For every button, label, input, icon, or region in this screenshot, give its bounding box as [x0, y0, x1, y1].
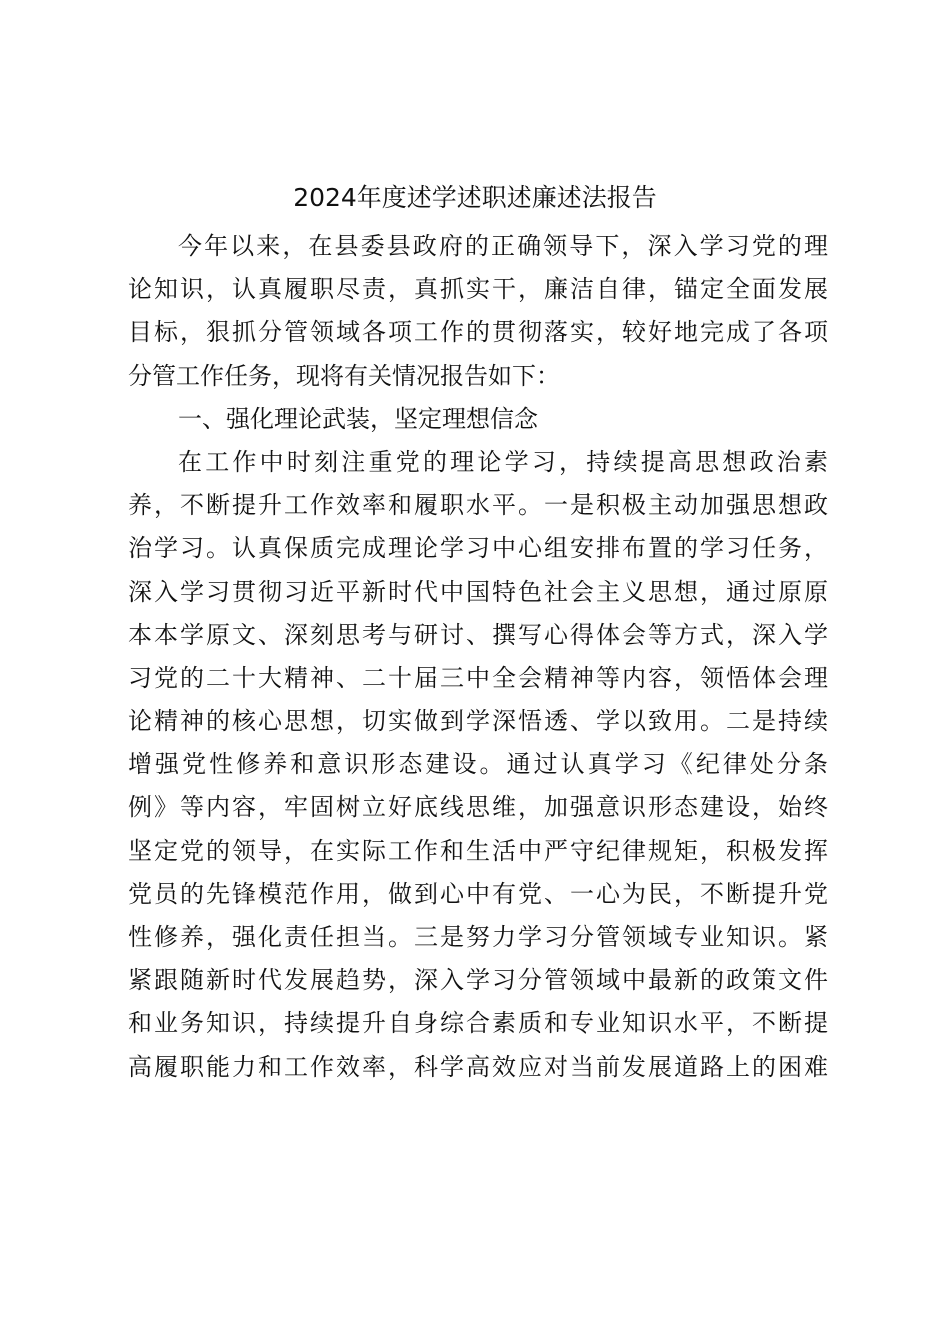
- paragraph-line: 治学习。认真保质完成理论学习中心组安排布置的学习任务，: [128, 534, 828, 563]
- paragraph-line: 目标，狠抓分管领域各项工作的贯彻落实，较好地完成了各项: [128, 318, 828, 347]
- paragraph-line: 深入学习贯彻习近平新时代中国特色社会主义思想，通过原原: [128, 577, 828, 606]
- document-body: [128, 225, 828, 1089]
- paragraph-line: 本本学原文、深刻思考与研讨、撰写心得体会等方式，深入学: [128, 620, 828, 649]
- paragraph-line: 增强党性修养和意识形态建设。通过认真学习《纪律处分条: [128, 750, 828, 779]
- paragraph-line: 和业务知识，持续提升自身综合素质和专业知识水平，不断提: [128, 1009, 828, 1038]
- paragraph-line: 党员的先锋模范作用，做到心中有党、一心为民，不断提升党: [128, 879, 828, 908]
- paragraph-line: 论知识，认真履职尽责，真抓实干，廉洁自律，锚定全面发展: [128, 275, 828, 304]
- paragraph-line: 例》等内容，牢固树立好底线思维，加强意识形态建设，始终: [128, 793, 828, 822]
- paragraph-line: 养，不断提升工作效率和履职水平。一是积极主动加强思想政: [128, 491, 828, 520]
- section-heading: 一、强化理论武装，坚定理想信念: [178, 404, 538, 433]
- paragraph-line: 今年以来，在县委县政府的正确领导下，深入学习党的理: [178, 232, 828, 260]
- paragraph-line: 性修养，强化责任担当。三是努力学习分管领域专业知识。紧: [128, 923, 828, 951]
- paragraph-line: 论精神的核心思想，切实做到学深悟透、学以致用。二是持续: [128, 707, 828, 736]
- paragraph-line: 分管工作任务，现将有关情况报告如下：: [128, 361, 560, 390]
- paragraph-line: 习党的二十大精神、二十届三中全会精神等内容，领悟体会理: [128, 663, 828, 692]
- paragraph-line: 坚定党的领导，在实际工作和生活中严守纪律规矩，积极发挥: [128, 836, 828, 865]
- paragraph-line: 紧跟随新时代发展趋势，深入学习分管领域中最新的政策文件: [128, 966, 828, 995]
- paragraph-line: 高履职能力和工作效率，科学高效应对当前发展道路上的困难: [128, 1052, 828, 1081]
- paragraph-line: 在工作中时刻注重党的理论学习，持续提高思想政治素: [178, 447, 828, 476]
- document-title: 2024年度述学述职述廉述法报告: [293, 183, 657, 212]
